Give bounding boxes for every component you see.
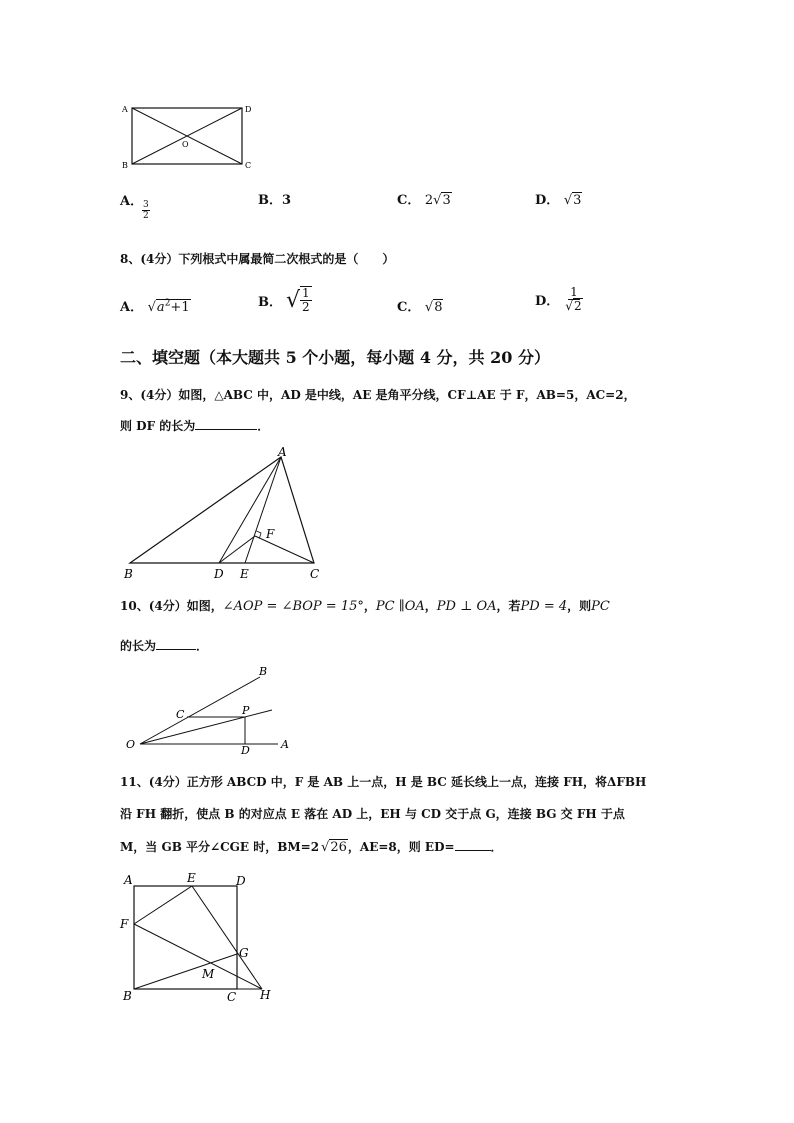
q11-line3-text: M，当 GB 平分∠CGE 时，BM=2 xyxy=(120,840,320,854)
ray-op xyxy=(140,710,272,744)
segment-bg xyxy=(134,954,237,989)
q7-d-label: D． xyxy=(535,193,560,208)
q8-b-numerator: 1 xyxy=(302,286,310,300)
q7-c-expr: 2√3 xyxy=(424,193,451,208)
q10-sep4: ，则 xyxy=(567,599,592,613)
q9-figure xyxy=(118,445,338,585)
label-f: F xyxy=(120,917,129,931)
q10-line2-text: 的长为 xyxy=(120,639,157,653)
q11-line3-end: ． xyxy=(490,840,503,854)
q7-a-label: A． xyxy=(120,194,144,209)
label-e: E xyxy=(240,567,249,581)
q8-c-radicand: 8 xyxy=(434,300,443,315)
q10-line1 xyxy=(120,597,610,614)
q8-d-denominator-radicand: 2 xyxy=(573,299,582,314)
q8-b-denominator: 2 xyxy=(302,300,310,315)
q10-intro: 10、(4分）如图， xyxy=(120,599,223,613)
q7-b-value: 3 xyxy=(282,193,292,208)
q7-d-expr: √3 xyxy=(563,193,582,208)
label-b: B xyxy=(259,665,268,678)
q9-line2-text: 则 DF 的长为 xyxy=(120,419,196,433)
q8-a-tail: +1 xyxy=(170,300,190,315)
label-o: O xyxy=(182,140,189,149)
q10-figure xyxy=(118,660,308,755)
q11-line3 xyxy=(120,838,503,855)
q8-option-c xyxy=(397,296,443,315)
label-b: B xyxy=(122,161,128,170)
label-m: M xyxy=(202,967,215,981)
q8-stem: 8、(4分）下列根式中属最简二次根式的是（ ） xyxy=(120,252,395,266)
q8-a-base: a xyxy=(156,300,165,315)
label-a: A xyxy=(124,873,133,887)
q7-c-coef: 2 xyxy=(424,193,434,208)
q8-d-denominator: √2 xyxy=(565,299,582,314)
q10-sep1: ， xyxy=(363,599,376,613)
label-d: D xyxy=(245,105,252,114)
q11-line1: 11、(4分）正方形 ABCD 中，F 是 AB 上一点，H 是 BC 延长线上一点，连接 FH，将ΔFBH xyxy=(120,775,647,789)
q8-c-expr: √8 xyxy=(424,300,443,315)
q11-radicand: 26 xyxy=(330,840,347,855)
q10-line2-end: ． xyxy=(196,639,209,653)
q8-d-numerator: 1 xyxy=(570,285,578,299)
q10-line2 xyxy=(120,637,208,654)
label-o: O xyxy=(126,738,136,751)
label-b: B xyxy=(124,567,133,581)
segment-fe xyxy=(134,886,192,924)
q7-c-label: C． xyxy=(397,193,421,208)
q11-figure xyxy=(115,868,285,1008)
label-d: D xyxy=(214,567,224,581)
q10-angle-equation: ∠AOP = ∠BOP = 15° xyxy=(222,599,364,614)
q8-option-a xyxy=(120,296,191,315)
label-a: A xyxy=(122,105,128,114)
section-title: 二、填空题（本大题共 5 个小题，每小题 4 分，共 20 分） xyxy=(120,348,550,367)
q9-line1: 9、(4分）如图，△ABC 中，AD 是中线，AE 是角平分线，CF⊥AE 于 F，AB=5，AC=2， xyxy=(120,388,636,402)
label-a: A xyxy=(278,445,287,459)
q8-d-fraction xyxy=(565,286,582,313)
q8-a-exponent: 2 xyxy=(164,298,171,309)
q10-sep3: ，若 xyxy=(496,599,521,613)
q8-option-d xyxy=(535,286,583,313)
label-g: G xyxy=(239,946,249,960)
label-c: C xyxy=(227,990,237,1004)
q7-d-radicand: 3 xyxy=(573,193,582,208)
label-a: A xyxy=(281,738,289,751)
q8-c-label: C． xyxy=(397,300,421,315)
q8-a-label: A． xyxy=(120,300,144,315)
q9-line2 xyxy=(120,417,269,434)
q8-a-expr: $√a^2+1$ xyxy=(147,298,190,315)
label-h: H xyxy=(260,988,271,1002)
q10-parallel: PC ∥OA xyxy=(375,599,425,614)
q7-option-b xyxy=(258,189,291,208)
q7-option-c xyxy=(397,189,452,208)
q10-condition: PD = 4 xyxy=(520,599,568,614)
q8-b-label: B． xyxy=(258,294,282,310)
label-f: F xyxy=(266,527,275,541)
q7-option-d xyxy=(535,189,582,208)
label-e: E xyxy=(187,871,196,885)
q11-radical: √26 xyxy=(321,840,347,855)
q8-b-radical-sign: √ xyxy=(286,287,301,313)
q10-perpendicular: PD ⊥ OA xyxy=(436,599,497,614)
q8-b-fraction xyxy=(300,286,312,314)
q8-d-label: D． xyxy=(535,294,560,310)
label-c: C xyxy=(245,161,252,170)
q7-a-numerator: 3 xyxy=(143,200,149,210)
q11-answer-blank[interactable] xyxy=(455,838,491,851)
q8-option-b xyxy=(258,286,312,314)
square-abcd xyxy=(134,886,237,989)
perpendicular-cf xyxy=(255,536,314,563)
label-d: D xyxy=(236,874,246,888)
q7-option-a xyxy=(120,190,143,209)
q9-line2-end: ． xyxy=(257,419,270,433)
q7-b-label: B． xyxy=(258,193,282,208)
q11-line3-mid: ，AE=8，则 ED= xyxy=(347,840,455,854)
label-c: C xyxy=(176,708,185,721)
q11-line2: 沿 FH 翻折，使点 B 的对应点 E 落在 AD 上，EH 与 CD 交于点 G，连接 BG 交 FH 于点 xyxy=(120,807,625,821)
q9-answer-blank[interactable] xyxy=(195,417,257,430)
label-d: D xyxy=(241,744,250,755)
triangle-abc xyxy=(130,457,314,563)
q7-a-fraction xyxy=(142,200,150,221)
rectangle-figure xyxy=(118,100,258,172)
label-b: B xyxy=(123,989,132,1003)
q10-target: PC xyxy=(591,599,610,614)
q7-c-radicand: 3 xyxy=(442,193,451,208)
q10-answer-blank[interactable] xyxy=(156,637,196,650)
q10-sep2: ， xyxy=(424,599,437,613)
label-p: P xyxy=(242,704,250,717)
label-c: C xyxy=(310,567,320,581)
q7-a-denominator: 2 xyxy=(143,211,149,221)
